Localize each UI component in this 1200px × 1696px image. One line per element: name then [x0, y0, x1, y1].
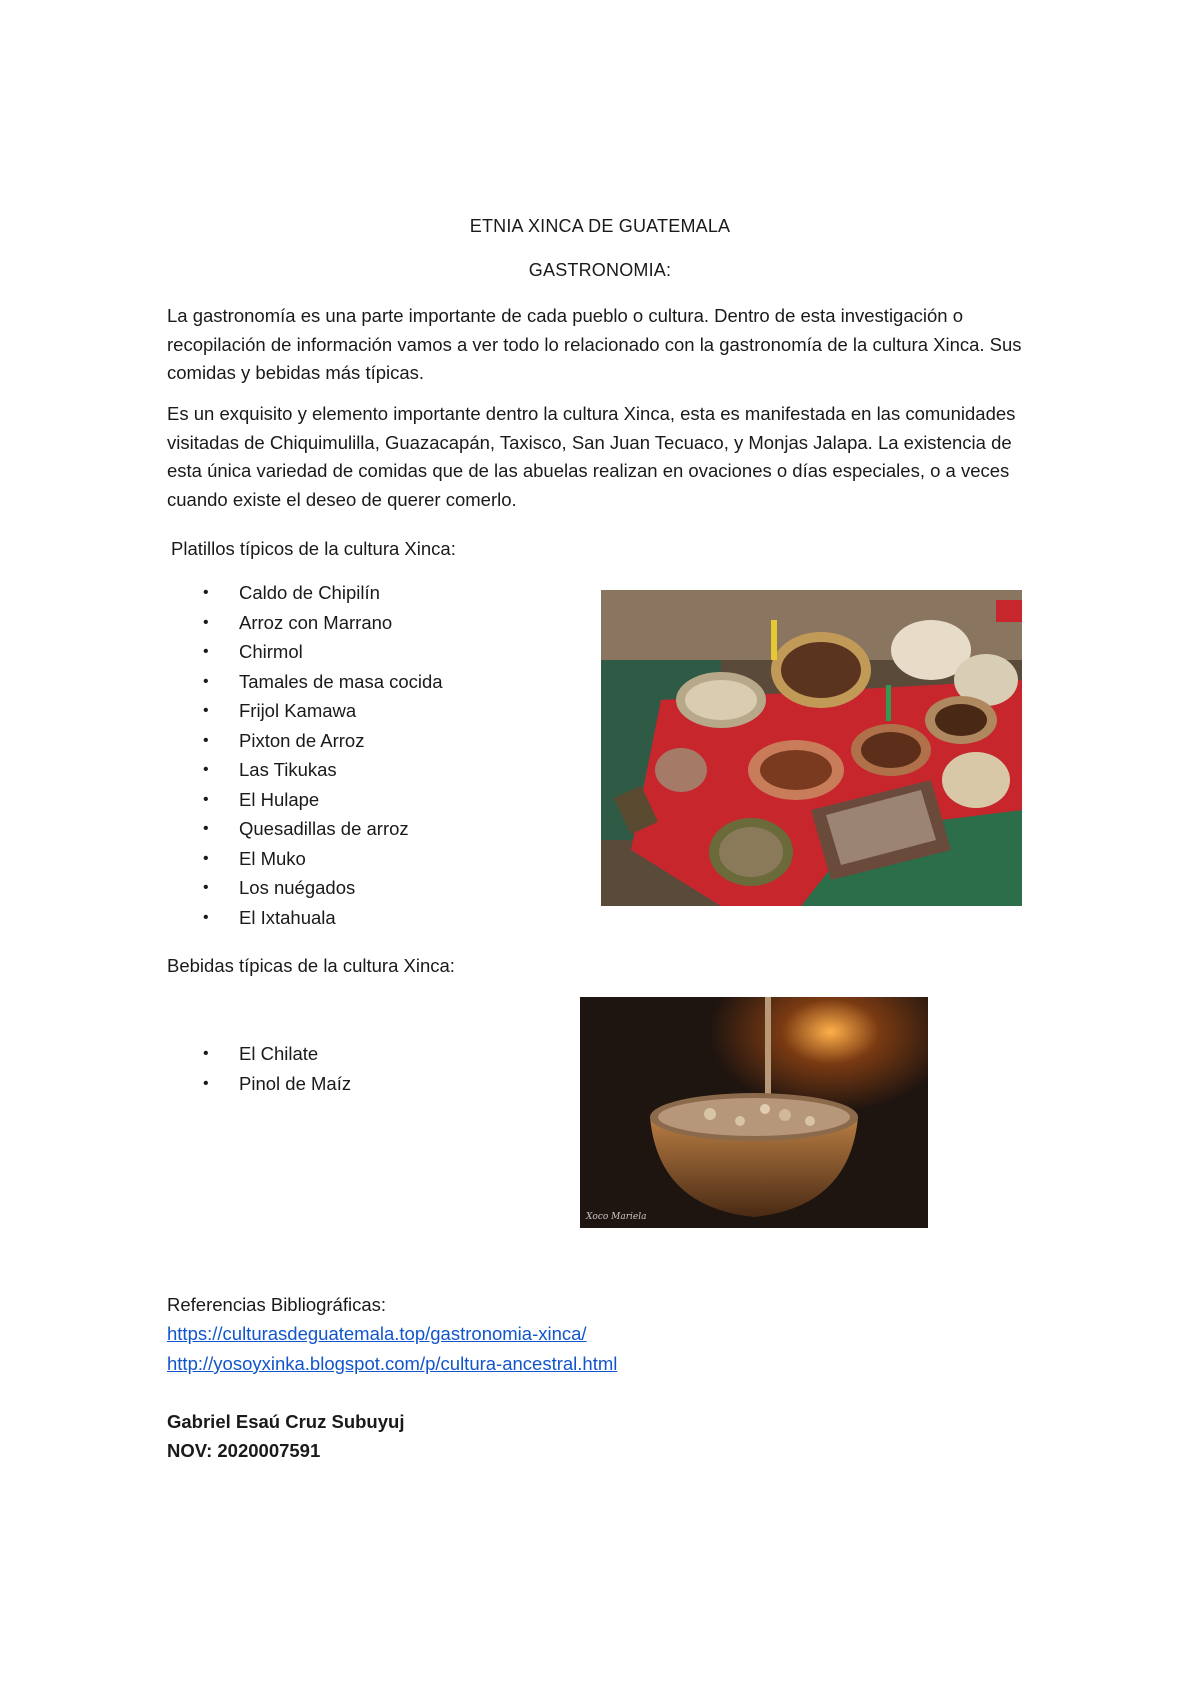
dish-item-label: Los nuégados [239, 877, 356, 898]
dishes-heading: Platillos típicos de la cultura Xinca: [171, 538, 456, 559]
bullet-icon: • [203, 761, 209, 778]
dish-item [167, 873, 443, 903]
food-table-image [601, 590, 1022, 906]
bullet-icon: • [203, 1074, 209, 1092]
dish-item [167, 903, 443, 933]
reference-link-1[interactable]: https://culturasdeguatemala.top/gastronomia-xinca/ [167, 1323, 587, 1344]
dish-item-label: Pixton de Arroz [239, 729, 365, 751]
bullet-icon: • [203, 849, 209, 867]
bullet-icon: • [203, 820, 209, 837]
dish-item [167, 785, 443, 815]
drink-item-label: Pinol de Maíz [239, 1072, 352, 1094]
dish-item-label: Caldo de Chipilín [239, 582, 380, 603]
bullet-icon: • [203, 1045, 209, 1062]
dishes-list [167, 578, 443, 932]
bullet-icon: • [203, 879, 209, 896]
bullet-icon: • [203, 643, 209, 660]
photo-watermark: Xoco Mariela [586, 1212, 647, 1222]
drinks-heading: Bebidas típicas de la cultura Xinca: [167, 955, 455, 976]
dish-item [167, 696, 443, 726]
bullet-icon: • [203, 790, 209, 808]
dish-item [167, 578, 443, 608]
section-title: GASTRONOMIA: [528, 260, 672, 280]
references-heading: Referencias Bibliográficas: [167, 1294, 387, 1315]
dish-item-label: El Hulape [239, 788, 320, 810]
dish-item-label: Las Tikukas [239, 759, 337, 780]
dish-item [167, 608, 443, 638]
dish-item-label: El Ixtahuala [239, 906, 336, 928]
chilate-bowl-image [580, 997, 928, 1228]
dish-item-label: Chirmol [239, 641, 303, 662]
bullet-icon: • [203, 908, 209, 926]
dish-item-label: El Muko [239, 847, 306, 869]
dish-item-label: Arroz con Marrano [239, 611, 393, 633]
dish-item [167, 726, 443, 756]
student-id: NOV: 2020007591 [167, 1440, 321, 1461]
dish-item [167, 667, 443, 697]
chilate-bowl-photo [580, 997, 928, 1228]
bullet-icon: • [203, 584, 209, 601]
dish-item-label: Tamales de masa cocida [239, 670, 443, 692]
drink-item-label: El Chilate [239, 1043, 319, 1064]
food-table-photo [601, 590, 1022, 906]
intro-paragraph: La gastronomía es una parte importante de cada pueblo o cultura. Dentro de esta investigación o recopilación de información vamos a ver todo lo relacionado con la gastronomía de la cultura Xinca. Sus comidas y bebidas más típicas. [167, 305, 1022, 383]
dish-item [167, 755, 443, 785]
dish-item [167, 844, 443, 874]
reference-link-2[interactable]: http://yosoyxinka.blogspot.com/p/cultura-ancestral.html [167, 1353, 618, 1374]
description-paragraph: Es un exquisito y elemento importante dentro la cultura Xinca, esta es manifestada en las comunidades visitadas de Chiquimulilla, Guazacapán, Taxisco, San Juan Tecuaco, y Monjas Jalapa. La existencia de esta única variedad de comidas que de las abuelas realizan en ovaciones o días especiales, o a veces cuando existe el deseo de querer comerlo. [167, 403, 1016, 510]
bullet-icon: • [203, 613, 209, 631]
bullet-icon: • [203, 672, 209, 690]
dish-item [167, 637, 443, 667]
document-title: ETNIA XINCA DE GUATEMALA [469, 216, 731, 236]
drinks-list [167, 1039, 351, 1098]
dish-item-label: Frijol Kamawa [239, 700, 357, 721]
bullet-icon: • [203, 731, 209, 749]
dish-item [167, 814, 443, 844]
drink-item [167, 1069, 351, 1099]
author-name: Gabriel Esaú Cruz Subuyuj [167, 1411, 405, 1432]
dish-item-label: Quesadillas de arroz [239, 818, 409, 839]
bullet-icon: • [203, 702, 209, 719]
drink-item [167, 1039, 351, 1069]
